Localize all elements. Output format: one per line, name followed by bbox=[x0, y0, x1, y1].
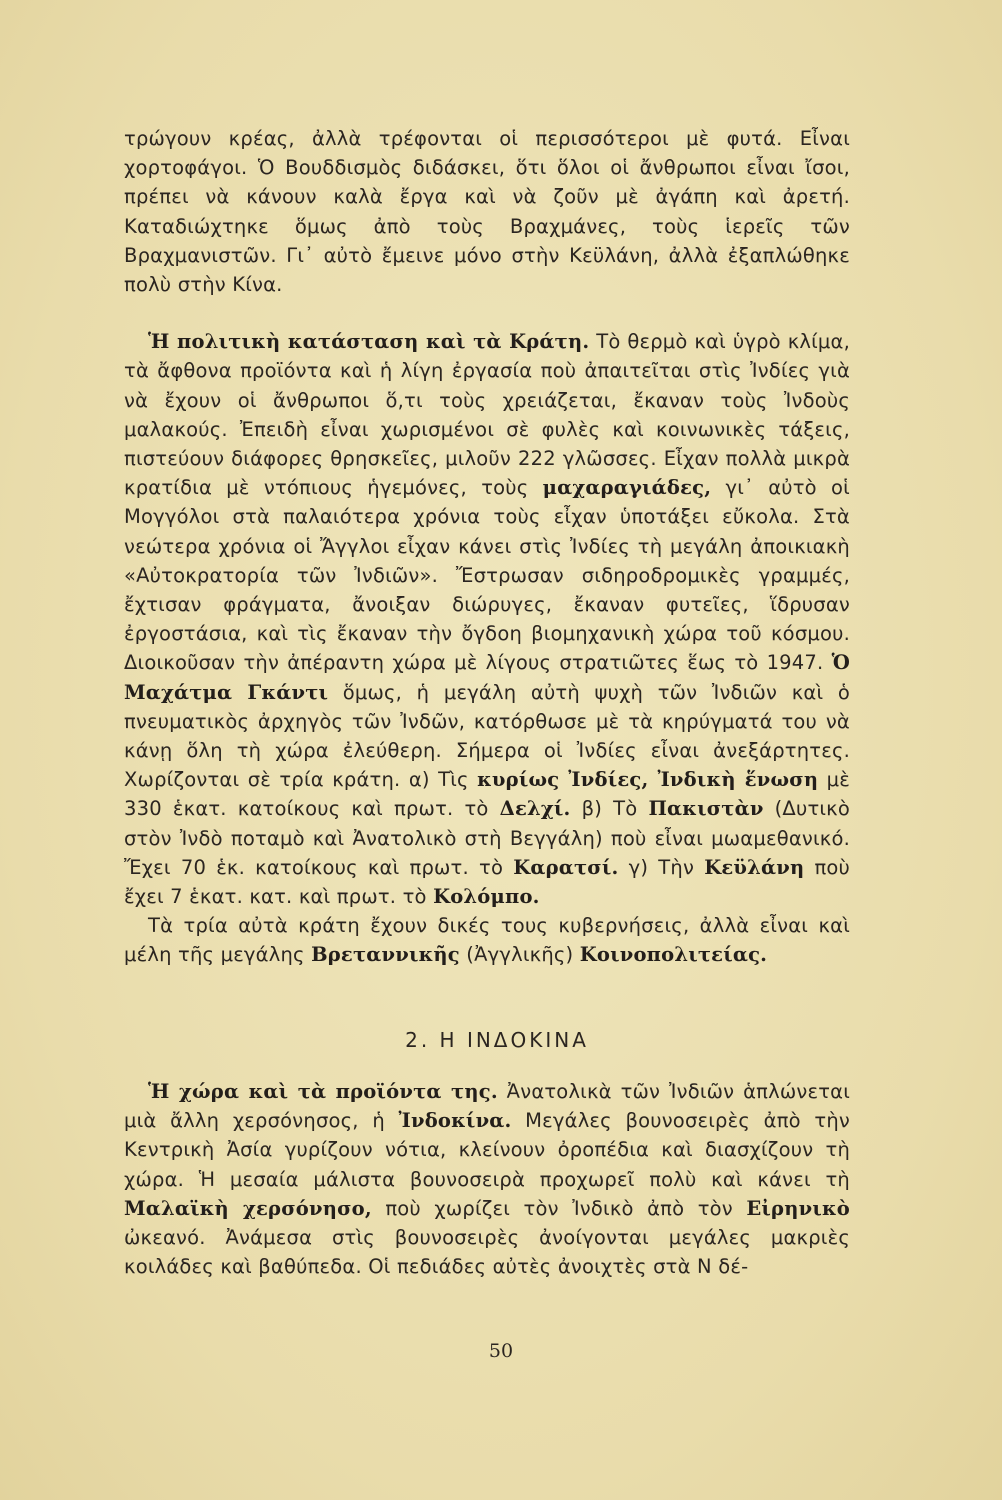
paragraph-buddhism bbox=[124, 124, 850, 299]
text-column bbox=[124, 124, 850, 1281]
text-run: Τὰ τρία αὐτὰ κράτη ἔχουν δικές τους κυβερνήσεις, ἀλλὰ εἶναι καὶ μέλη τῆς μεγάλης bbox=[124, 914, 850, 967]
bold-term: Μαλαϊκὴ χερσόνησο, bbox=[124, 1196, 372, 1220]
text-run: Τὸ θερμὸ καὶ ὑγρὸ κλίμα, τὰ ἄφθονα προϊόντα καὶ ἡ λίγη ἐργασία ποὺ ἀπαιτεῖται στὶς Ἰνδίες γιὰ νὰ ἔχουν οἱ ἄνθρωποι ὅ,τι τοὺς χρειάζεται, ἔκαναν τοὺς Ἰνδοὺς μαλακούς. Ἐπειδὴ εἶναι χωρισμένοι σὲ φυλὲς καὶ κοινωνικὲς τάξεις, πιστεύουν διάφορες θρησκεῖες, μιλοῦν 222 γλῶσσες. Εἶχαν πολλὰ μικρὰ κρατίδια μὲ ντόπιους ἡγεμόνες, τοὺς bbox=[124, 330, 850, 500]
text-run: ποὺ ἔχει 7 ἑκατ. κατ. καὶ πρωτ. τὸ bbox=[124, 855, 851, 909]
section-title: 2. Η ΙΝΔΟΚΙΝΑ bbox=[405, 1027, 589, 1052]
text-run: β) Τὸ bbox=[570, 797, 649, 821]
bold-term: Κοινοπολιτείας. bbox=[579, 943, 768, 967]
text-run: ὠκεανό. Ἀνάμεσα στὶς βουνοσειρὲς ἀνοίγονται μεγάλες μακριὲς κοιλάδες καὶ βαθύπεδα. Οἱ πεδιάδες αὐτὲς ἀνοιχτὲς στὰ Ν δέ- bbox=[124, 1225, 850, 1279]
text-run: (Ἀγγλικῆς) bbox=[459, 943, 580, 967]
bold-term: Κολόμπο. bbox=[433, 885, 540, 909]
paragraph-buddhism-text: τρώγουν κρέας, ἀλλὰ τρέφονται οἱ περισσότεροι μὲ φυτά. Εἶναι χορτοφάγοι. Ὁ Βουδδισμὸς διδάσκει, ὅτι ὅλοι οἱ ἄνθρωποι εἶναι ἴσοι, πρέπει νὰ κάνουν καλὰ ἔργα καὶ νὰ ζοῦν μὲ ἀγάπη καὶ ἀρετή. Καταδιώχτηκε ὅμως ἀπὸ τοὺς Βραχμάνες, τοὺς ἱερεῖς τῶν Βραχμανιστῶν. Γι᾽ αὐτὸ ἔμεινε μόνο στὴν Κεϋλάνη, ἀλλὰ ἐξαπλώθηκε πολὺ στὴν Κίνα. bbox=[124, 127, 850, 297]
paragraph-political-situation bbox=[124, 327, 850, 911]
bold-term: κυρίως Ἰνδίες, Ἰνδικὴ ἕνωση bbox=[477, 768, 819, 792]
paragraph-three-states bbox=[124, 911, 850, 969]
text-run: Μεγάλες βουνοσειρὲς ἀπὸ τὴν Κεντρικὴ Ἀσία γυρίζουν νότια, κλείνουν ὀροπέδια καὶ διασχίζουν τὴ χώρα. Ἡ μεσαία μάλιστα βουνοσειρὰ προχωρεῖ πολὺ καὶ κάνει τὴ bbox=[124, 1109, 850, 1191]
bold-term: Δελχί. bbox=[499, 797, 571, 821]
text-run: γ) Τὴν bbox=[618, 855, 705, 879]
bold-term: Ἰνδοκίνα. bbox=[398, 1109, 512, 1133]
text-run: γι᾽ αὐτὸ οἱ Μογγόλοι στὰ παλαιότερα χρόνια τοὺς εἶχαν ὑποτάξει εὔκολα. Στὰ νεώτερα χρόνια οἱ Ἄγγλοι εἶχαν κάνει στὶς Ἰνδίες τὴ μεγάλη ἀποικιακὴ «Αὐτοκρατορία τῶν Ἰνδιῶν». Ἔστρωσαν σιδηροδρομικὲς γραμμές, ἔχτισαν φράγματα, ἄνοιξαν διώρυγες, ἔκαναν φυτεῖες, ἵδρυσαν ἐργοστάσια, καὶ τὶς ἔκαναν τὴν ὄγδοη βιομηχανικὴ χώρα τοῦ κόσμου. Διοικοῦσαν τὴν ἀπέραντη χώρα μὲ λίγους στρατιῶτες ἕως τὸ 1947. bbox=[124, 476, 850, 675]
paragraph-heading: Ἡ πολιτικὴ κατάσταση καὶ τὰ Κράτη. bbox=[148, 330, 590, 354]
paragraph-heading: Ἡ χώρα καὶ τὰ προϊόντα της. bbox=[148, 1079, 498, 1103]
bold-term: Καρατσί. bbox=[513, 855, 619, 879]
page-number: 50 bbox=[488, 1340, 514, 1362]
text-run: Ἀνατολικὰ τῶν Ἰνδιῶν ἁπλώνεται μιὰ ἄλλη χερσόνησος, ἡ bbox=[124, 1079, 850, 1133]
bold-term: Ὁ Μαχάτμα Γκάντι bbox=[124, 651, 850, 704]
bold-term: Εἰρηνικὸ bbox=[746, 1196, 850, 1220]
spacer bbox=[124, 299, 850, 327]
spacer bbox=[124, 970, 850, 1026]
paragraph-indochina bbox=[124, 1077, 850, 1281]
bold-term: Πακιστὰν bbox=[648, 797, 764, 821]
text-run: μὲ 330 ἑκατ. κατοίκους καὶ πρωτ. τὸ bbox=[124, 768, 850, 821]
bold-term: μαχαραγιάδες, bbox=[542, 476, 712, 500]
text-run: ποὺ χωρίζει τὸν Ἰνδικὸ ἀπὸ τὸν bbox=[371, 1196, 747, 1220]
text-run: ὅμως, ἡ μεγάλη αὐτὴ ψυχὴ τῶν Ἰνδιῶν καὶ ὁ πνευματικὸς ἀρχηγὸς τῶν Ἰνδῶν, κατόρθωσε μὲ τὰ κηρύγματά του νὰ κάνῃ ὅλη τὴ χώρα ἐλεύθερη. Σήμερα οἱ Ἰνδίες εἶναι ἀνεξάρτητες. Χωρίζονται σὲ τρία κράτη. α) Τὶς bbox=[124, 680, 850, 792]
text-run: (Δυτικὸ στὸν Ἰνδὸ ποταμὸ καὶ Ἀνατολικὸ στὴ Βεγγάλη) ποὺ εἶναι μωαμεθανικό. Ἔχει 70 ἑκ. κατοίκους καὶ πρωτ. τὸ bbox=[124, 797, 851, 879]
bold-term: Βρεταννικῆς bbox=[311, 943, 460, 967]
bold-term: Κεϋλάνη bbox=[704, 855, 805, 879]
